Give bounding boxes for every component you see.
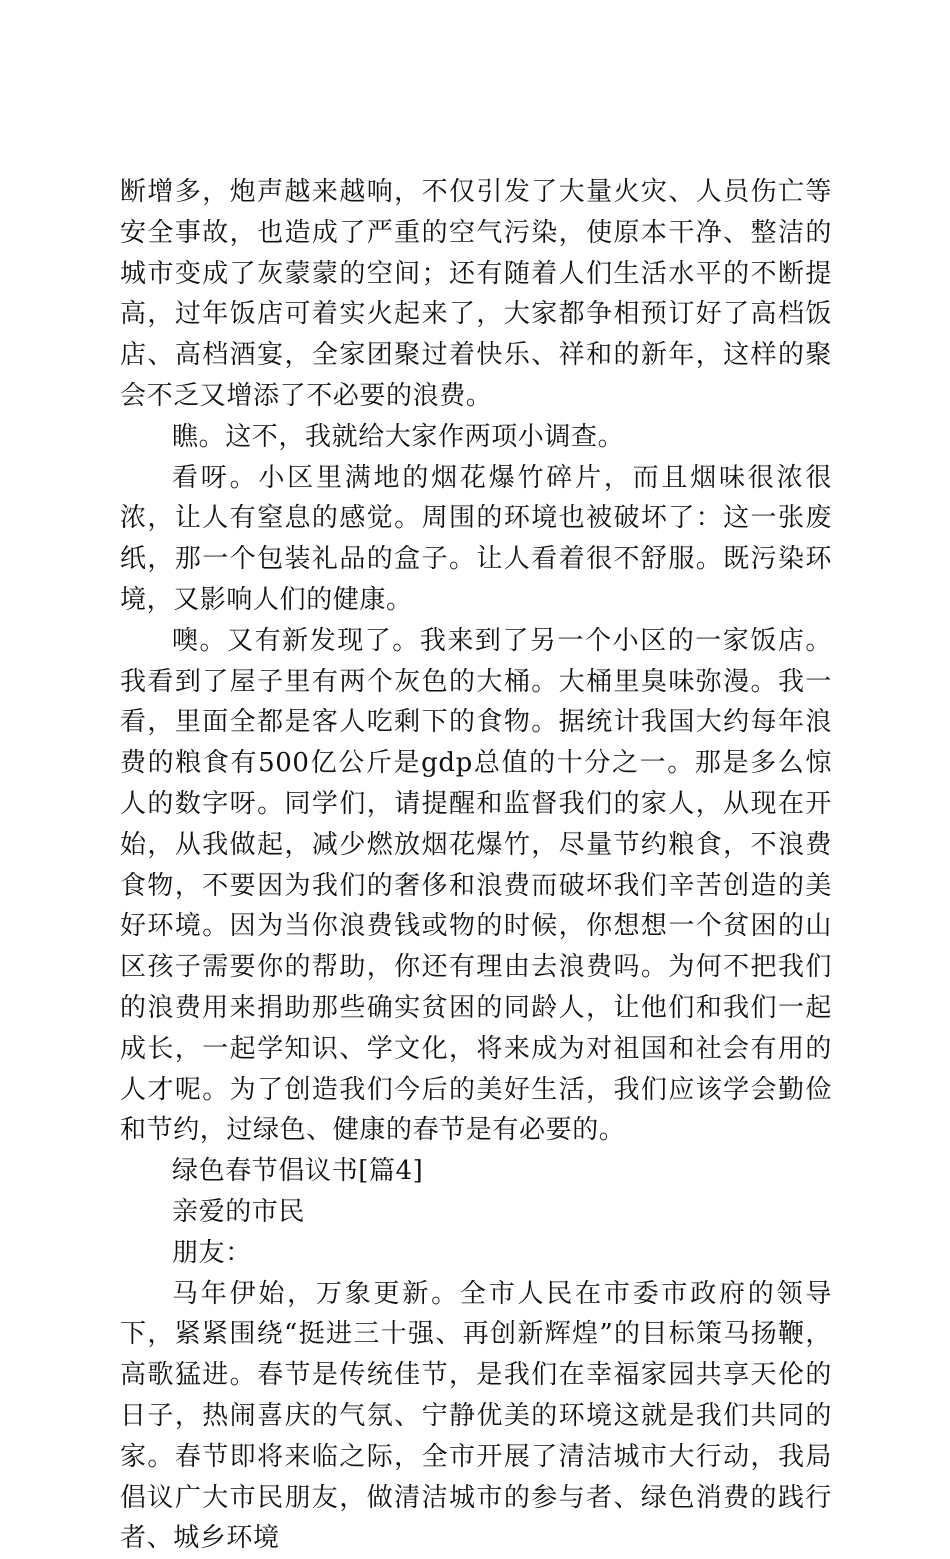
- salutation-line-1: 亲爱的市民: [172, 1196, 306, 1227]
- salutation-line-2: 朋友：: [172, 1237, 252, 1268]
- paragraph-fireworks: 看呀。小区里满地的烟花爆竹碎片，而且烟味很浓很浓，让人有窒息的感觉。周围的环境也被破坏了：这一张废纸，那一个包装礼品的盒子。让人看着很不舒服。既污染环境，又影响人们的健康。: [120, 462, 832, 615]
- paragraph-survey-intro: 瞧。这不，我就给大家作两项小调查。: [172, 421, 625, 452]
- paragraph-food-waste: 噢。又有新发现了。我来到了另一个小区的一家饭店。我看到了屋子里有两个灰色的大桶。大桶里臭味弥漫。我一看，里面全都是客人吃剩下的食物。据统计我国大约每年浪费的粮食有500亿公斤是gdp总值的十分之一。那是多么惊人的数字呀。同学们，请提醒和监督我们的家人，从现在开始，从我做起，减少燃放烟花爆竹，尽量节约粮食，不浪费食物，不要因为我们的奢侈和浪费而破坏我们辛苦创造的美好环境。因为当你浪费钱或物的时候，你想想一个贫困的山区孩子需要你的帮助，你还有理由去浪费吗。为何不把我们的浪费用来捐助那些确实贫困的同龄人，让他们和我们一起成长，一起学知识、学文化，将来成为对祖国和社会有用的人才呢。为了创造我们今后的美好生活，我们应该学会勤俭和节约，过绿色、健康的春节是有必要的。: [120, 625, 832, 1146]
- paragraph-new-year: 马年伊始，万象更新。全市人民在市委市政府的领导下，紧紧围绕“挺进三十强、再创新辉煌”的目标策马扬鞭，高歌猛进。春节是传统佳节，是我们在幸福家园共享天伦的日子，热闹喜庆的气氛、宁静优美的环境这就是我们共同的家。春节即将来临之际，全市开展了清洁城市大行动，我局倡议广大市民朋友，做清洁城市的参与者、绿色消费的践行者、城乡环境: [120, 1278, 832, 1554]
- section-heading: 绿色春节倡议书[篇4]: [172, 1156, 424, 1187]
- document-body: [120, 172, 832, 1559]
- paragraph-continued: 断增多，炮声越来越响，不仅引发了大量火灾、人员伤亡等安全事故，也造成了严重的空气污染，使原本干净、整洁的城市变成了灰蒙蒙的空间；还有随着人们生活水平的不断提高，过年饭店可着实火起来了，大家都争相预订好了高档饭店、高档酒宴，全家团聚过着快乐、祥和的新年，这样的聚会不乏又增添了不必要的浪费。: [120, 177, 832, 411]
